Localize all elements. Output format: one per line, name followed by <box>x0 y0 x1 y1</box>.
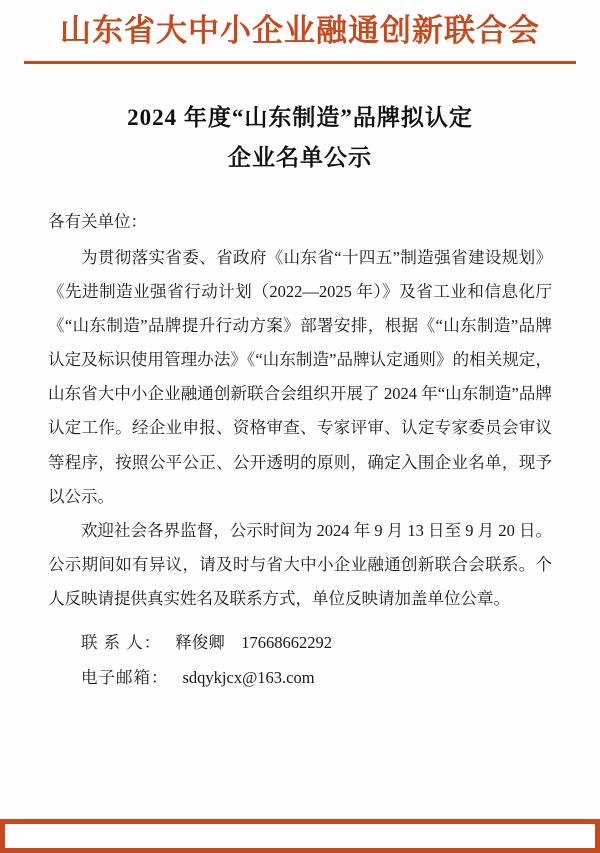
contact-email-row <box>48 661 552 696</box>
footer-bar-inner <box>5 824 595 848</box>
contact-email-label: 电子邮箱： <box>81 667 169 687</box>
organization-name: 山东省大中小企业融通创新联合会 <box>60 13 540 48</box>
contact-block <box>48 626 552 695</box>
document-body <box>48 205 552 617</box>
page-title <box>0 98 600 179</box>
contact-person-row <box>48 626 552 661</box>
contact-person-label: 联 系 人： <box>81 633 162 653</box>
letterhead <box>0 0 600 48</box>
contact-person-value: 释俊卿 17668662292 <box>175 633 332 653</box>
body-paragraph-1: 为贯彻落实省委、省政府《山东省“十四五”制造强省建设规划》《先进制造业强省行动计划（2022—2025 年）》及省工业和信息化厅《“山东制造”品牌提升行动方案》部署安排，根据《“山东制造”品牌认定及标识使用管理办法》《“山东制造”品牌认定通则》的相关规定，山东省大中小企业融通创新联合会组织开展了 2024 年“山东制造”品牌认定工作。经企业申报、资格审查、专家评审、认定专家委员会审议等程序，按照公平公正、公开透明的原则，确定入围企业名单，现予以公示。 <box>48 247 552 506</box>
letterhead-divider <box>24 61 576 64</box>
body-paragraph-2: 欢迎社会各界监督，公示时间为 2024 年 9 月 13 日至 9 月 20 日。公示期间如有异议，请及时与省大中小企业融通创新联合会联系。个人反映请提供真实姓名及联系方式，单位反映请加盖单位公章。 <box>48 520 552 609</box>
salutation: 各有关单位： <box>48 211 147 231</box>
page-title-line-2: 企业名单公示 <box>228 145 372 171</box>
contact-email-value: sdqykjcx@163.com <box>182 667 315 687</box>
footer-bar <box>0 819 600 853</box>
page-title-line-1: 2024 年度“山东制造”品牌拟认定 <box>127 105 473 131</box>
